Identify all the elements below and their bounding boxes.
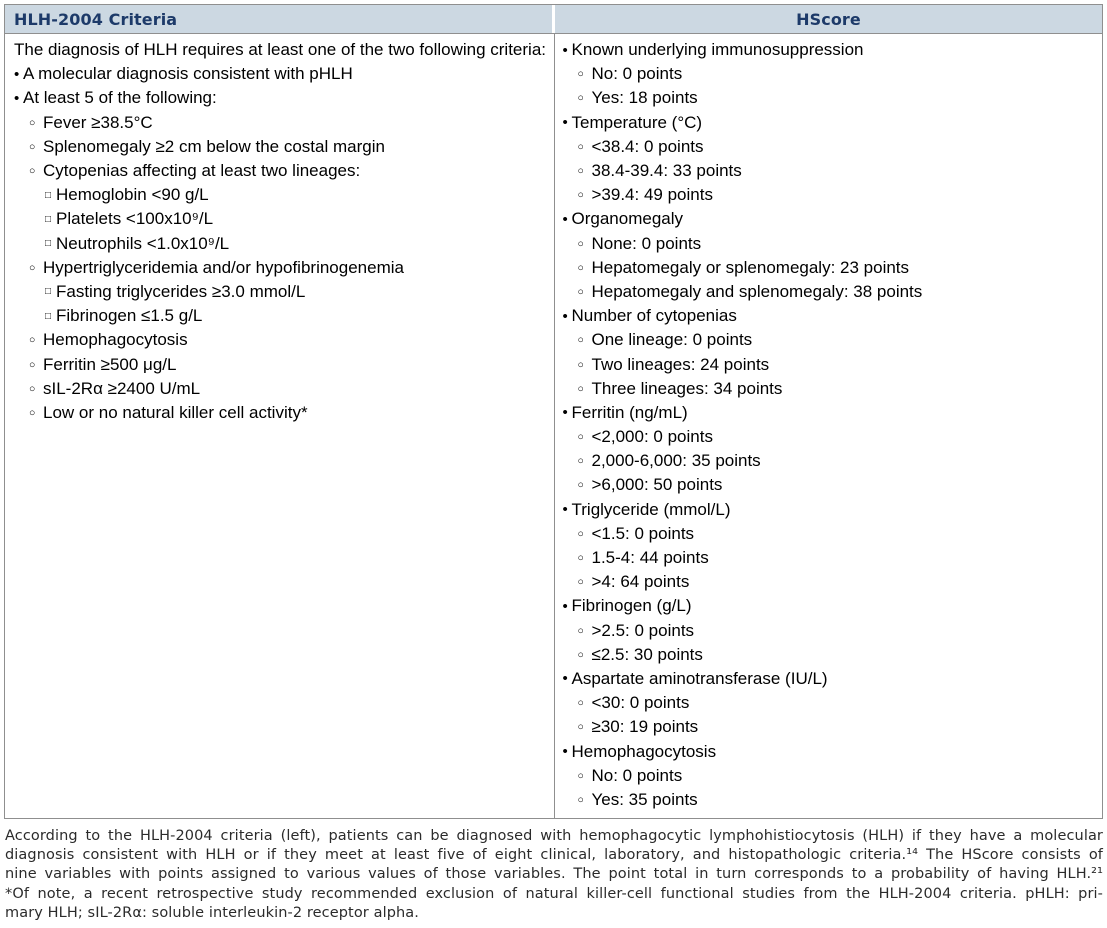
criteria-text: ≥30: 19 points (591, 717, 699, 737)
criteria-text: Aspartate aminotransferase (IU/L) (571, 668, 828, 688)
criteria-text: >6,000: 50 points (591, 475, 723, 495)
criteria-text: sIL-2Rα ≥2400 U/mL (43, 378, 201, 398)
table-header-row (5, 5, 1102, 34)
criteria-text: Fasting triglycerides ≥3.0 mmol/L (56, 281, 306, 301)
criteria-line (563, 377, 1099, 401)
circle-bullet-icon: ○ (577, 334, 584, 347)
criteria-text: Hemophagocytosis (571, 741, 717, 761)
circle-bullet-icon: ○ (577, 165, 584, 178)
criteria-line (563, 328, 1099, 352)
criteria-line (563, 715, 1099, 739)
circle-bullet-icon: ○ (577, 261, 584, 274)
circle-bullet-icon: ○ (577, 648, 584, 661)
criteria-line (563, 570, 1099, 594)
dot-bullet-icon: • (14, 89, 20, 107)
dot-bullet-icon: • (562, 597, 568, 615)
criteria-text: Splenomegaly ≥2 cm below the costal margin (43, 136, 385, 156)
circle-bullet-icon: ○ (577, 68, 584, 81)
criteria-text: Fibrinogen (g/L) (571, 596, 692, 616)
circle-bullet-icon: ○ (577, 237, 584, 250)
criteria-text: Hypertriglyceridemia and/or hypofibrinogenemia (43, 257, 404, 277)
square-bullet-icon: □ (45, 189, 52, 201)
column-header-hlh-2004-criteria: HLH-2004 Criteria (5, 5, 552, 33)
criteria-text: Hemophagocytosis (43, 330, 188, 350)
criteria-line (563, 619, 1099, 643)
circle-bullet-icon: ○ (577, 769, 584, 782)
criteria-text: Known underlying immunosuppression (571, 40, 864, 60)
circle-bullet-icon: ○ (577, 285, 584, 298)
criteria-text: <38.4: 0 points (591, 136, 704, 156)
criteria-line (563, 594, 1099, 618)
square-bullet-icon: □ (45, 310, 52, 322)
circle-bullet-icon: ○ (577, 552, 584, 565)
criteria-line (14, 256, 550, 280)
criteria-text: One lineage: 0 points (591, 330, 753, 350)
criteria-line (14, 352, 550, 376)
circle-bullet-icon: ○ (577, 721, 584, 734)
dot-bullet-icon: • (562, 501, 568, 519)
criteria-text: Organomegaly (571, 209, 684, 229)
criteria-text: Ferritin ≥500 μg/L (43, 354, 177, 374)
criteria-text: Temperature (°C) (571, 112, 703, 132)
circle-bullet-icon: ○ (577, 140, 584, 153)
criteria-line (563, 183, 1099, 207)
circle-bullet-icon: ○ (577, 92, 584, 105)
caption-line: mary HLH; sIL-2Rα: soluble interleukin-2 receptor alpha. (5, 904, 419, 921)
circle-bullet-icon: ○ (29, 140, 36, 153)
criteria-line (563, 401, 1099, 425)
criteria-line (563, 256, 1099, 280)
criteria-text: Ferritin (ng/mL) (571, 402, 688, 422)
criteria-line (563, 62, 1099, 86)
circle-bullet-icon: ○ (29, 261, 36, 274)
criteria-line (563, 135, 1099, 159)
criteria-text: Fever ≥38.5°C (43, 112, 153, 132)
criteria-text: Yes: 18 points (591, 88, 698, 108)
circle-bullet-icon: ○ (29, 165, 36, 178)
criteria-line (14, 401, 550, 425)
dot-bullet-icon: • (562, 210, 568, 228)
criteria-line (14, 183, 550, 207)
dot-bullet-icon: • (562, 307, 568, 325)
caption-line: According to the HLH-2004 criteria (left), patients can be diagnosed with hemophagocytic lymphohistiocytosis (HLH) if they have a molecular (5, 828, 1103, 844)
criteria-line (14, 304, 550, 328)
criteria-text: Hemoglobin <90 g/L (56, 185, 209, 205)
criteria-text: 38.4-39.4: 33 points (591, 161, 742, 181)
figure-caption (5, 827, 1103, 923)
criteria-line (563, 352, 1099, 376)
criteria-text: >4: 64 points (591, 572, 690, 592)
criteria-text: 2,000-6,000: 35 points (591, 451, 761, 471)
criteria-text: Triglyceride (mmol/L) (571, 499, 731, 519)
criteria-text: Neutrophils <1.0x10⁹/L (56, 233, 230, 253)
criteria-line (563, 473, 1099, 497)
criteria-line (14, 38, 550, 62)
criteria-line (14, 328, 550, 352)
circle-bullet-icon: ○ (577, 358, 584, 371)
criteria-line (14, 232, 550, 256)
circle-bullet-icon: ○ (577, 189, 584, 202)
criteria-line (563, 232, 1099, 256)
criteria-text: >2.5: 0 points (591, 620, 695, 640)
caption-line: diagnosis consistent with HLH or if they meet at least five of eight clinical, laboratory, and histopathologic criteria.¹⁴ The HScore consists of (5, 847, 1103, 864)
circle-bullet-icon: ○ (29, 382, 36, 395)
criteria-text: <2,000: 0 points (591, 427, 713, 447)
circle-bullet-icon: ○ (577, 431, 584, 444)
criteria-line (563, 38, 1099, 62)
criteria-text: <1.5: 0 points (591, 523, 695, 543)
caption-line: *Of note, a recent retrospective study recommended exclusion of natural killer-cell functional studies from the HLH-2004 criteria. pHLH: pri- (5, 885, 1103, 902)
circle-bullet-icon: ○ (577, 455, 584, 468)
dot-bullet-icon: • (562, 404, 568, 422)
criteria-text: Hepatomegaly and splenomegaly: 38 points (591, 281, 923, 301)
criteria-line (14, 159, 550, 183)
circle-bullet-icon: ○ (577, 479, 584, 492)
criteria-text: Number of cytopenias (571, 306, 737, 326)
criteria-line (563, 425, 1099, 449)
hlh-2004-criteria-list (5, 34, 554, 818)
dot-bullet-icon: • (562, 41, 568, 59)
criteria-line (14, 207, 550, 231)
criteria-line (14, 62, 550, 86)
criteria-text: >39.4: 49 points (591, 185, 713, 205)
circle-bullet-icon: ○ (29, 334, 36, 347)
criteria-text: 1.5-4: 44 points (591, 548, 709, 568)
circle-bullet-icon: ○ (29, 406, 36, 419)
circle-bullet-icon: ○ (577, 576, 584, 589)
circle-bullet-icon: ○ (577, 382, 584, 395)
criteria-line (563, 764, 1099, 788)
dot-bullet-icon: • (14, 65, 20, 83)
criteria-line (563, 691, 1099, 715)
criteria-line (14, 135, 550, 159)
criteria-text: At least 5 of the following: (23, 88, 217, 108)
circle-bullet-icon: ○ (577, 624, 584, 637)
dot-bullet-icon: • (562, 743, 568, 761)
criteria-line (14, 111, 550, 135)
criteria-text: Three lineages: 34 points (591, 378, 783, 398)
criteria-line (563, 280, 1099, 304)
circle-bullet-icon: ○ (29, 116, 36, 129)
criteria-text: Low or no natural killer cell activity* (43, 402, 308, 422)
criteria-line (563, 159, 1099, 183)
criteria-text: <30: 0 points (591, 693, 690, 713)
criteria-line (14, 280, 550, 304)
criteria-line (563, 788, 1099, 812)
criteria-line (563, 667, 1099, 691)
square-bullet-icon: □ (45, 286, 52, 298)
circle-bullet-icon: ○ (577, 527, 584, 540)
criteria-line (563, 86, 1099, 110)
criteria-line (563, 643, 1099, 667)
dot-bullet-icon: • (562, 114, 568, 132)
criteria-line (563, 449, 1099, 473)
criteria-line (563, 522, 1099, 546)
criteria-text: The diagnosis of HLH requires at least one of the two following criteria: (14, 40, 546, 60)
criteria-text: ≤2.5: 30 points (591, 644, 703, 664)
criteria-text: A molecular diagnosis consistent with pHLH (23, 64, 353, 84)
circle-bullet-icon: ○ (577, 793, 584, 806)
criteria-text: Yes: 35 points (591, 789, 698, 809)
criteria-text: Platelets <100x10⁹/L (56, 209, 214, 229)
criteria-text: Two lineages: 24 points (591, 354, 770, 374)
criteria-line (14, 377, 550, 401)
square-bullet-icon: □ (45, 238, 52, 250)
caption-line: nine variables with points assigned to various values of those variables. The point total in turn corresponds to a probability of having HLH.²¹ (5, 866, 1103, 883)
circle-bullet-icon: ○ (577, 697, 584, 710)
square-bullet-icon: □ (45, 213, 52, 225)
criteria-line (14, 86, 550, 110)
criteria-line (563, 111, 1099, 135)
column-header-hscore: HScore (555, 5, 1102, 33)
table-body (5, 34, 1102, 818)
criteria-line (563, 546, 1099, 570)
criteria-text: Cytopenias affecting at least two lineages: (43, 161, 361, 181)
criteria-text: No: 0 points (591, 765, 683, 785)
criteria-line (563, 498, 1099, 522)
criteria-text: No: 0 points (591, 64, 683, 84)
criteria-line (563, 304, 1099, 328)
criteria-line (563, 739, 1099, 763)
criteria-text: None: 0 points (591, 233, 702, 253)
criteria-text: Fibrinogen ≤1.5 g/L (56, 306, 203, 326)
circle-bullet-icon: ○ (29, 358, 36, 371)
criteria-line (563, 207, 1099, 231)
hscore-list (554, 34, 1103, 818)
dot-bullet-icon: • (562, 670, 568, 688)
criteria-text: Hepatomegaly or splenomegaly: 23 points (591, 257, 910, 277)
hlh-criteria-comparison-table (4, 4, 1103, 819)
